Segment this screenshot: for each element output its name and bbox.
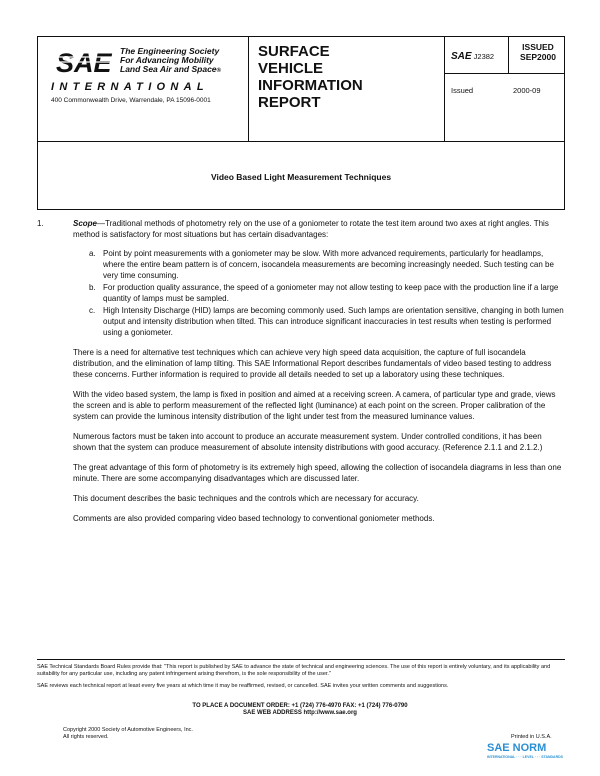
policy-note: SAE Technical Standards Board Rules provide that: "This report is published by SAE to advance the state of technical and engineering sciences. The use of this report is entirely voluntary, and its applicability and suitability for any particular use, including any patent infringement arising therefrom, is the sole responsibility of the user." xyxy=(37,664,551,677)
copyright xyxy=(63,727,193,741)
paragraph: Numerous factors must be taken into account to produce an accurate measurement system. Under controlled conditions, it has been shown that the system can produce measurement of absolute intensity distributions with good accuracy. (Reference 2.1.1 and 2.1.2.) xyxy=(73,432,543,452)
society-address: 400 Commonwealth Drive, Warrendale, PA 15096-0001 xyxy=(51,97,211,104)
list-item xyxy=(89,282,565,304)
document-body xyxy=(37,218,565,524)
issued-cell xyxy=(508,37,564,73)
header-logo-cell xyxy=(38,37,248,141)
paragraph: There is a need for alternative test techniques which can achieve very high speed data acquisition, the capture of full isocandela distribution, and the elimination of lamp tilting. This SAE Informational Report describes fundamentals of video based testing to address these concerns. Further information is required to provide all details needed to set up a laboratory using these techniques. xyxy=(73,348,552,379)
order-info xyxy=(0,703,600,717)
report-type-line: INFORMATION xyxy=(258,77,363,94)
registered-mark: ® xyxy=(216,68,221,74)
paragraph: With the video based system, the lamp is fixed in position and aimed at a receiving screen. A camera, of particular type and grade, views the screen and is able to perform measurement of the reflected light (luminance) at each point on the screen. Proper calibration of the system can provide the luminous intensity distribution of the light under test from the measured luminance values. xyxy=(73,390,556,421)
title-box xyxy=(37,142,565,210)
list-label: a. xyxy=(89,249,96,258)
issued-label: Issued xyxy=(451,86,474,95)
svg-text:SAE: SAE xyxy=(56,48,112,77)
order-line: TO PLACE A DOCUMENT ORDER: +1 (724) 776-4970 FAX: +1 (724) 776-0790 xyxy=(192,703,408,709)
footer-notes xyxy=(37,664,565,690)
section-heading: Scope xyxy=(73,219,98,228)
watermark-sub: INTERNATIONAL · · · LEVEL · · · STANDARDS xyxy=(487,755,563,759)
society-tagline xyxy=(120,47,221,76)
web-address[interactable]: SAE WEB ADDRESS http://www.sae.org xyxy=(243,710,357,716)
list-text: Point by point measurements with a goniometer may be slow. With more advanced requirements, particularly for headlamps, where the entire beam pattern is of concern, isocandela measurements are becoming increasingly needed. Such testing can be very time consuming. xyxy=(103,249,554,280)
printed-in: Printed in U.S.A. xyxy=(511,734,552,740)
standard-number xyxy=(451,51,494,62)
header-box xyxy=(37,36,565,142)
section-intro xyxy=(73,218,565,240)
paragraph: Comments are also provided comparing video based technology to conventional goniometer methods. xyxy=(73,514,435,523)
issued-code-block xyxy=(517,42,559,62)
list-item xyxy=(89,248,565,281)
review-note: SAE reviews each technical report at least every five years at which time it may be reaffirmed, revised, or cancelled. SAE invites your written comments and suggestions. xyxy=(37,683,449,689)
international-label: INTERNATIONAL xyxy=(51,81,209,93)
issued-divider xyxy=(444,73,564,74)
copyright-line: Copyright 2000 Society of Automotive Engineers, Inc. xyxy=(63,727,193,733)
report-type xyxy=(258,43,363,111)
tagline-line: The Engineering Society xyxy=(120,46,220,56)
document-title: Video Based Light Measurement Techniques xyxy=(210,172,392,182)
list-text: For production quality assurance, the speed of a goniometer may not allow testing to keep pace with the production line if a large quantity of lamps must be sampled. xyxy=(103,283,559,303)
std-number: J2382 xyxy=(473,52,495,61)
report-type-line: REPORT xyxy=(258,94,321,111)
issued-code: SEP2000 xyxy=(520,52,556,62)
sae-logo-icon xyxy=(56,47,118,77)
tagline-line: For Advancing Mobility xyxy=(120,55,214,65)
watermark xyxy=(487,742,563,759)
footer-divider xyxy=(37,659,565,660)
section-number: 1. xyxy=(37,219,44,228)
rights-line: All rights reserved. xyxy=(63,734,109,740)
paragraph: The great advantage of this form of photometry is its extremely high speed, allowing the collection of isocandela diagrams in less than one minute. There are some accompanying disadvantages which are discussed later. xyxy=(73,463,562,483)
report-type-line: VEHICLE xyxy=(258,60,324,77)
report-type-cell xyxy=(248,37,444,141)
list-label: c. xyxy=(89,306,96,315)
list-text: High Intensity Discharge (HID) lamps are becoming commonly used. Such lamps are orientation sensitive, changing in both lumen output and intensity distribution when tilted. This can introduce significant inaccuracies in test results when testing is performed using a goniometer. xyxy=(103,306,564,337)
list-item xyxy=(89,305,565,338)
issued-top-label: ISSUED xyxy=(522,42,554,52)
std-prefix: SAE xyxy=(451,51,472,62)
tagline-text: Land Sea Air and Space xyxy=(120,64,217,74)
section-intro-text: —Traditional methods of photometry rely on the use of a goniometer to rotate the test item around two axes at right angles. This method is satisfactory for most situations but has certain disadvantages: xyxy=(73,219,549,239)
disadvantage-list xyxy=(73,248,565,338)
issued-date: 2000-09 xyxy=(513,86,541,95)
list-label: b. xyxy=(89,283,96,292)
watermark-text: SAE NORM xyxy=(487,742,547,754)
report-type-line: SURFACE xyxy=(258,43,330,60)
tagline-line xyxy=(120,65,221,76)
paragraph: This document describes the basic techniques and the controls which are necessary for accuracy. xyxy=(73,494,419,503)
